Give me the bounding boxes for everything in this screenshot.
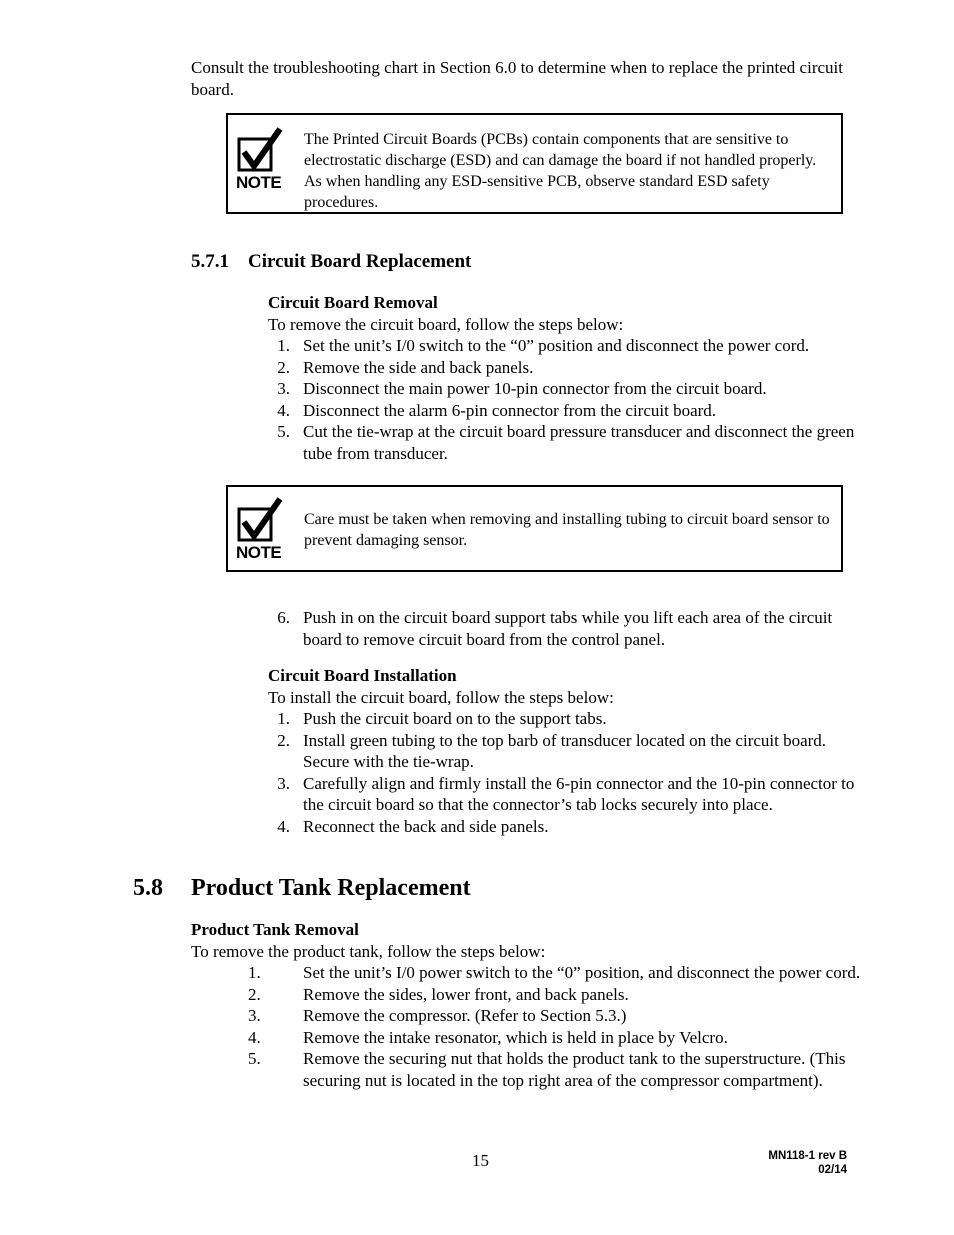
note-label: NOTE — [236, 173, 282, 192]
list-item — [268, 607, 868, 650]
removal-block — [268, 292, 868, 464]
page-number: 15 — [472, 1151, 489, 1170]
removal-lead: To remove the circuit board, follow the steps below: — [268, 314, 624, 334]
step-number: 1. — [277, 336, 290, 355]
step-number: 5. — [277, 422, 290, 441]
list-item — [191, 1005, 876, 1027]
list-item — [268, 357, 868, 379]
step-text: Install green tubing to the top barb of transducer located on the circuit board. Secure with the tie-wrap. — [303, 730, 827, 771]
step-text: Disconnect the alarm 6-pin connector from the circuit board. — [303, 400, 717, 420]
step-number: 4. — [277, 816, 290, 836]
step-text: Remove the compressor. (Refer to Section 5.3.) — [303, 1006, 627, 1025]
section-heading-5-8 — [133, 872, 471, 904]
step-number: 2. — [277, 357, 290, 377]
section-number: 5.8 — [133, 875, 163, 901]
step-text: Remove the securing nut that holds the product tank to the superstructure. (This securing nut is located in the top right area of the compressor compartment). — [303, 1049, 846, 1090]
removal-step-6-block — [268, 607, 868, 650]
intro-paragraph: Consult the troubleshooting chart in Section 6.0 to determine when to replace the printed circuit board. — [191, 58, 843, 99]
section-title: Circuit Board Replacement — [248, 251, 472, 272]
document-date: 02/14 — [818, 1164, 847, 1176]
step-number: 4. — [248, 1027, 261, 1047]
removal-steps-continued — [268, 607, 868, 650]
section-heading-5-7-1 — [191, 250, 471, 274]
list-item — [191, 1027, 876, 1049]
step-number: 3. — [277, 773, 290, 793]
tank-removal-steps — [191, 962, 876, 1091]
note-checkbox-icon — [236, 497, 292, 561]
step-text: Cut the tie-wrap at the circuit board pressure transducer and disconnect the green tube from transducer. — [303, 422, 855, 463]
removal-steps — [268, 335, 868, 464]
step-text: Push the circuit board on to the support tabs. — [303, 709, 607, 728]
step-number: 6. — [277, 608, 290, 627]
subheading-removal: Circuit Board Removal — [268, 293, 438, 312]
note-label: NOTE — [236, 543, 282, 562]
step-number: 3. — [248, 1006, 261, 1025]
list-item — [268, 335, 868, 357]
step-text: Remove the intake resonator, which is held in place by Velcro. — [303, 1027, 728, 1047]
step-text: Reconnect the back and side panels. — [303, 816, 549, 836]
tank-removal-block — [191, 919, 876, 1091]
list-item — [268, 773, 873, 816]
step-text: Disconnect the main power 10-pin connector from the circuit board. — [303, 379, 767, 398]
list-item — [191, 1048, 876, 1091]
installation-steps — [268, 708, 873, 837]
document-id — [740, 1149, 847, 1177]
step-text: Remove the side and back panels. — [303, 357, 534, 377]
section-title: Product Tank Replacement — [191, 875, 471, 901]
note-text: Care must be taken when removing and installing tubing to circuit board sensor to prevent damaging sensor. — [304, 511, 830, 549]
list-item — [191, 962, 876, 984]
installation-lead: To install the circuit board, follow the steps below: — [268, 687, 614, 707]
step-number: 4. — [277, 400, 290, 420]
tank-removal-lead: To remove the product tank, follow the steps below: — [191, 941, 546, 961]
list-item — [191, 984, 876, 1006]
installation-block — [268, 665, 873, 837]
document-revision: MN118-1 rev B — [768, 1150, 847, 1162]
subheading-installation: Circuit Board Installation — [268, 666, 457, 685]
step-text: Carefully align and firmly install the 6-pin connector and the 10-pin connector to the circuit board so that the connector’s tab locks securely into place. — [303, 773, 855, 814]
step-text: Set the unit’s I/0 power switch to the “0” position, and disconnect the power cord. — [303, 963, 861, 982]
step-number: 1. — [248, 963, 261, 982]
step-number: 2. — [248, 984, 261, 1004]
note-box-esd — [226, 113, 843, 214]
list-item — [268, 400, 868, 422]
note-text: The Printed Circuit Boards (PCBs) contain components that are sensitive to electrostatic discharge (ESD) and can damage the board if not handled properly. As when handling any ESD-sensitive PCB, observe standard ESD safety procedures. — [304, 131, 817, 211]
list-item — [268, 421, 868, 464]
list-item — [268, 378, 868, 400]
list-item — [268, 816, 873, 838]
list-item — [268, 708, 873, 730]
list-item — [268, 730, 873, 773]
step-number: 5. — [248, 1049, 261, 1068]
step-text: Set the unit’s I/0 switch to the “0” position and disconnect the power cord. — [303, 336, 810, 355]
subheading-tank-removal: Product Tank Removal — [191, 920, 359, 939]
step-text: Push in on the circuit board support tabs while you lift each area of the circuit board to remove circuit board from the control panel. — [303, 608, 833, 649]
step-number: 1. — [277, 709, 290, 728]
step-text: Remove the sides, lower front, and back panels. — [303, 984, 629, 1004]
step-number: 3. — [277, 379, 290, 398]
step-number: 2. — [277, 730, 290, 750]
note-box-tubing — [226, 485, 843, 572]
note-checkbox-icon — [236, 127, 292, 191]
section-number: 5.7.1 — [191, 251, 229, 272]
